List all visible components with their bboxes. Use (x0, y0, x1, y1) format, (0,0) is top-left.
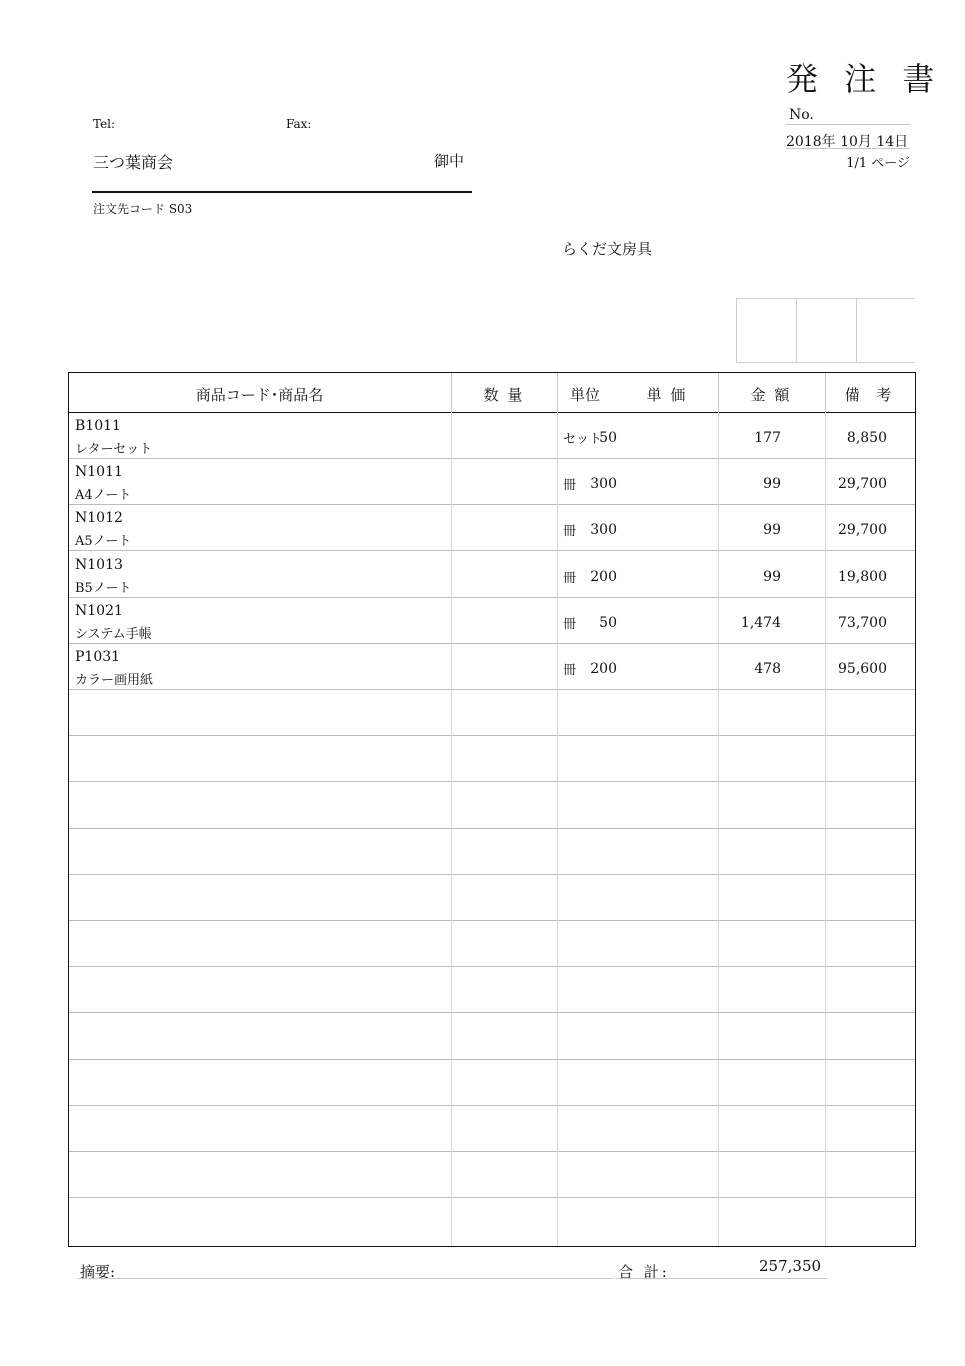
product-code: P1031 (75, 649, 121, 665)
quantity: 300 (590, 476, 617, 493)
tel-label: Tel: (93, 117, 116, 131)
page-indicator: 1/1 ページ (846, 156, 910, 171)
column-header-unit: 単位 (569, 386, 600, 404)
unit: 冊 (563, 663, 577, 678)
table-header (69, 373, 915, 413)
unit-price: 99 (763, 476, 781, 493)
column-divider (718, 413, 719, 1246)
table-row (69, 690, 915, 736)
client-underline (92, 191, 472, 193)
quantity: 300 (590, 522, 617, 539)
stamp-box (856, 298, 915, 363)
unit: セット (563, 432, 603, 447)
header-divider (557, 373, 558, 413)
client-name: 三つ葉商会 (93, 153, 174, 172)
date-underline (786, 148, 910, 149)
approval-stamp-boxes (736, 298, 915, 363)
table-row (69, 967, 915, 1013)
product-name: システム手帳 (75, 626, 152, 642)
quantity: 200 (590, 568, 617, 585)
product-name: レターセット (75, 442, 153, 457)
column-divider (825, 413, 826, 1246)
header-divider (451, 373, 452, 413)
product-name: A5ノート (75, 534, 132, 550)
table-row (69, 459, 915, 505)
column-header-qty: 数 量 (483, 386, 525, 404)
table-row (69, 921, 915, 967)
table-row (69, 783, 915, 829)
unit-price: 1,474 (740, 614, 781, 631)
unit: 冊 (563, 570, 577, 586)
table-row (69, 1060, 915, 1106)
table-row (69, 598, 915, 644)
unit: 冊 (563, 616, 577, 632)
unit-price: 99 (763, 568, 781, 585)
table-row (69, 829, 915, 875)
line-amount: 29,700 (838, 522, 887, 539)
document-number-label: No. (789, 107, 814, 123)
document-title: 発 注 書 (786, 60, 943, 98)
product-name: B5ノート (75, 580, 132, 596)
stamp-box (736, 298, 796, 363)
column-header-product: 商品コード･商品名 (195, 386, 324, 404)
product-code: N1021 (75, 602, 123, 619)
unit: 冊 (563, 524, 577, 540)
product-code: B1011 (75, 418, 121, 434)
table-row (69, 1106, 915, 1152)
unit-price: 478 (754, 661, 781, 677)
supplier-code: 注文先コード S03 (93, 202, 193, 216)
table-row (69, 1198, 915, 1244)
line-amount: 8,850 (846, 430, 887, 446)
product-name: A4ノート (75, 488, 132, 504)
product-code: N1012 (75, 510, 123, 527)
unit: 冊 (563, 478, 577, 494)
memo-label: 摘要: (80, 1263, 116, 1281)
quantity: 50 (599, 430, 617, 446)
stamp-box (796, 298, 856, 363)
header-divider (718, 373, 719, 413)
fax-label: Fax: (286, 117, 312, 131)
total-underline (615, 1278, 827, 1279)
table-row (69, 552, 915, 598)
table-row (69, 1152, 915, 1198)
product-code: N1013 (75, 556, 123, 573)
issuer-company: らくだ文房具 (562, 240, 653, 258)
column-divider (557, 413, 558, 1246)
table-row (69, 413, 915, 459)
order-table (68, 372, 916, 1247)
header-divider (825, 373, 826, 413)
number-underline (786, 124, 910, 125)
line-amount: 29,700 (838, 476, 887, 493)
unit-price: 99 (763, 522, 781, 539)
column-header-amount: 金 額 (750, 386, 792, 404)
line-amount: 19,800 (838, 568, 887, 585)
product-code: N1011 (75, 464, 123, 481)
product-name: カラー画用紙 (75, 673, 154, 688)
unit-price: 177 (754, 430, 781, 446)
line-amount: 73,700 (838, 614, 887, 631)
table-row (69, 736, 915, 782)
memo-underline (78, 1278, 613, 1279)
line-amount: 95,600 (838, 661, 887, 677)
quantity: 200 (590, 661, 617, 677)
table-row (69, 505, 915, 551)
table-row (69, 1014, 915, 1060)
column-header-price: 単 価 (646, 386, 688, 404)
issue-date: 2018年 10月 14日 (786, 134, 909, 150)
quantity: 50 (599, 614, 617, 631)
total-label: 合 計: (618, 1263, 670, 1281)
table-row (69, 644, 915, 690)
total-value: 257,350 (759, 1257, 822, 1275)
column-divider (451, 413, 452, 1246)
client-honorific: 御中 (434, 152, 465, 170)
column-header-note: 備 考 (844, 386, 898, 404)
table-row (69, 875, 915, 921)
